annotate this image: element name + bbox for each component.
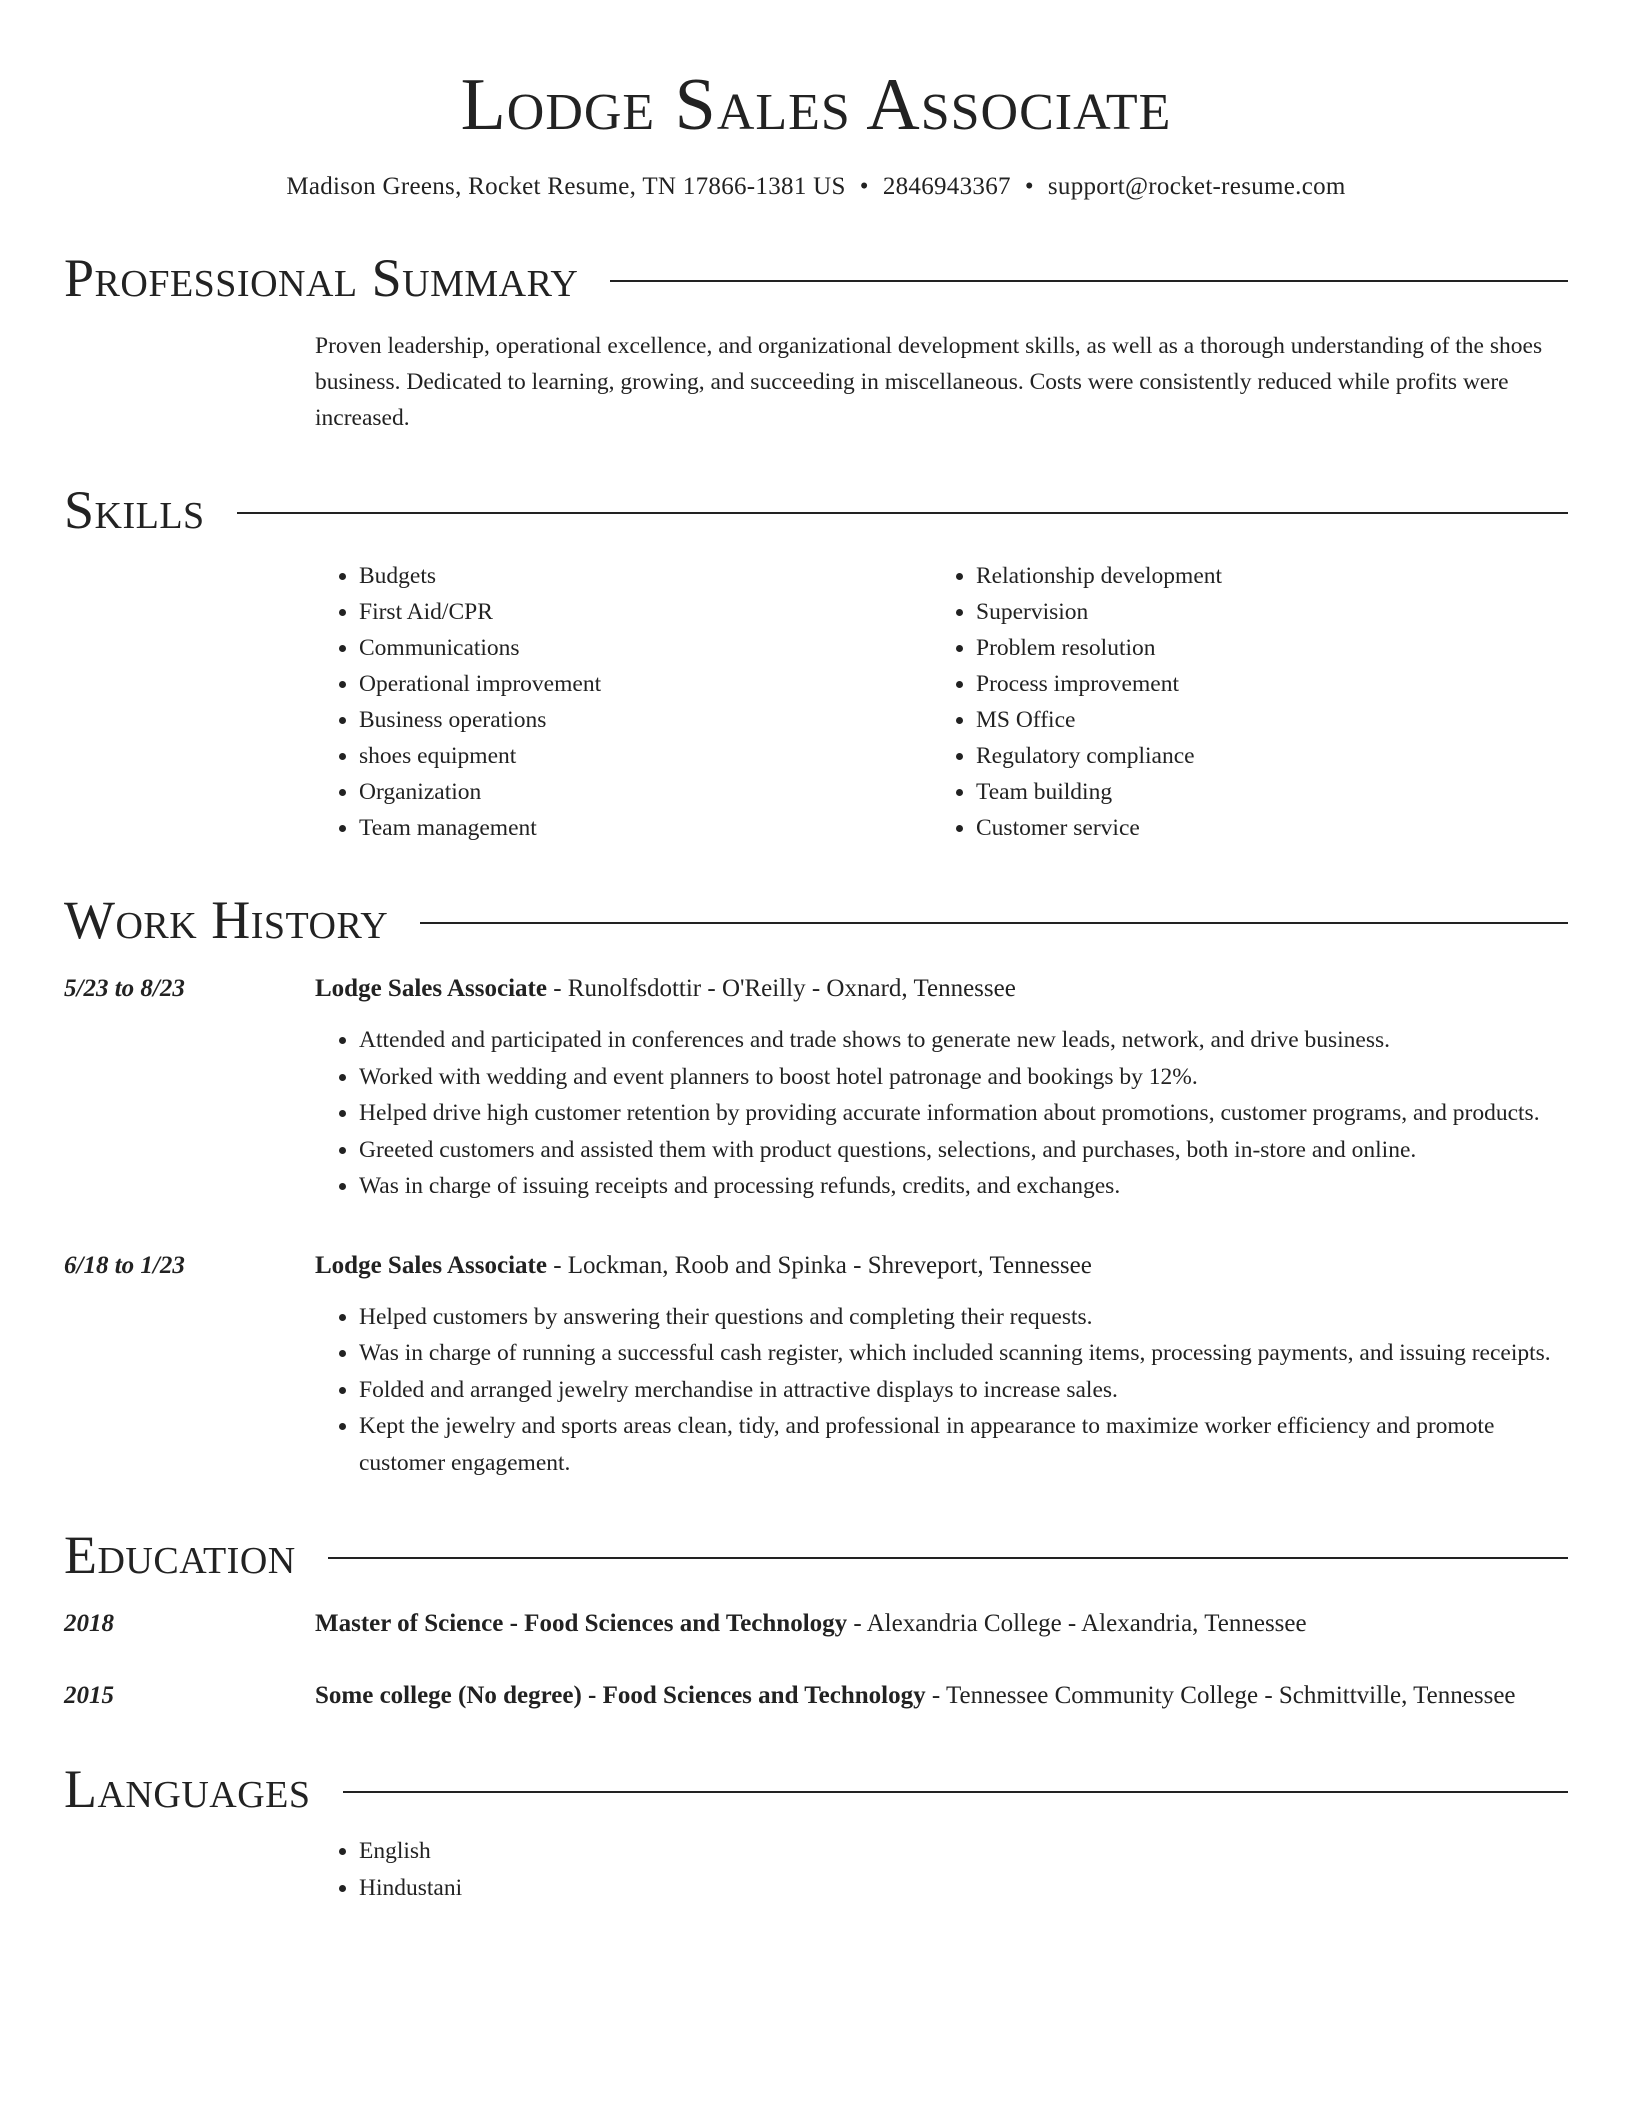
job-details: - Runolfsdottir - O'Reilly - Oxnard, Tennessee — [546, 975, 1016, 1002]
education-entry — [64, 1677, 1568, 1715]
skills-list — [315, 558, 1568, 846]
work-section-header — [64, 890, 1568, 950]
skills-section-header — [64, 480, 1568, 540]
languages-heading: Languages — [64, 1759, 311, 1819]
languages-list — [315, 1833, 1568, 1906]
education-heading: Education — [64, 1525, 296, 1585]
education-details: - Tennessee Community College - Schmittville, Tennessee — [925, 1682, 1516, 1709]
contact-separator: • — [1024, 173, 1034, 200]
job-title: Lodge Sales Associate — [315, 975, 547, 1002]
section-divider — [343, 1791, 1569, 1793]
skill-item: • Process improvement — [976, 666, 1549, 702]
job-bullet: • Folded and arranged jewelry merchandise in attractive displays to increase sales. — [359, 1372, 1568, 1409]
skill-item: • Organization — [359, 774, 932, 810]
contact-email: support@rocket-resume.com — [1047, 173, 1346, 200]
job-bullets — [315, 1022, 1568, 1205]
section-divider — [237, 512, 1568, 514]
education-degree: Master of Science - Food Sciences and Technology — [315, 1610, 848, 1637]
contact-separator: • — [859, 173, 869, 200]
skill-item: • Communications — [359, 630, 932, 666]
section-divider — [328, 1557, 1568, 1559]
job-bullet: • Helped drive high customer retention by providing accurate information about promotions, customer programs, and products. — [359, 1095, 1568, 1132]
summary-heading: Professional Summary — [64, 248, 579, 308]
language-item: • English — [359, 1833, 1568, 1870]
contact-phone: 2846943367 — [882, 173, 1011, 200]
job-bullet: • Was in charge of running a successful cash register, which included scanning items, processing payments, and issuing receipts. — [359, 1335, 1568, 1372]
job-bullet: • Kept the jewelry and sports areas clean, tidy, and professional in appearance to maximize worker efficiency and promote customer engagement. — [359, 1408, 1568, 1481]
skill-item: • shoes equipment — [359, 738, 932, 774]
section-divider — [420, 922, 1568, 924]
skills-heading: Skills — [64, 480, 205, 540]
skill-item: • Customer service — [976, 810, 1549, 846]
job-details: - Lockman, Roob and Spinka - Shreveport, Tennessee — [546, 1251, 1092, 1279]
education-year: 2015 — [64, 1682, 114, 1709]
job-bullet: • Was in charge of issuing receipts and processing refunds, credits, and exchanges. — [359, 1168, 1568, 1205]
job-dates: 6/18 to 1/23 — [64, 1251, 185, 1279]
job-bullets — [315, 1299, 1568, 1482]
skill-item: • Business operations — [359, 702, 932, 738]
education-entry — [64, 1605, 1568, 1643]
skill-item: • Team building — [976, 774, 1549, 810]
skill-item: • Budgets — [359, 558, 932, 594]
skill-item: • First Aid/CPR — [359, 594, 932, 630]
languages-section-header — [64, 1759, 1568, 1819]
resume-name: Lodge Sales Associate — [460, 64, 1172, 146]
skill-item: • Problem resolution — [976, 630, 1549, 666]
skill-item: • Supervision — [976, 594, 1549, 630]
job-title-line — [315, 1247, 1568, 1285]
education-year: 2018 — [64, 1610, 114, 1637]
job-bullet: • Worked with wedding and event planners to boost hotel patronage and bookings by 12%. — [359, 1059, 1568, 1096]
contact-line — [64, 170, 1568, 204]
skill-item: • Regulatory compliance — [976, 738, 1549, 774]
skill-item: • Operational improvement — [359, 666, 932, 702]
job-entry-header — [64, 1247, 1568, 1285]
education-line — [315, 1605, 1568, 1643]
contact-address: Madison Greens, Rocket Resume, TN 17866-1381 US — [286, 173, 846, 200]
language-item: • Hindustani — [359, 1870, 1568, 1907]
skills-column-left — [315, 558, 932, 846]
job-title: Lodge Sales Associate — [315, 1251, 547, 1279]
skill-item: • MS Office — [976, 702, 1549, 738]
education-line — [315, 1677, 1568, 1715]
job-dates: 5/23 to 8/23 — [64, 975, 185, 1002]
skills-column-right — [932, 558, 1549, 846]
education-degree: Some college (No degree) - Food Sciences and Technology — [315, 1682, 926, 1709]
summary-section-header — [64, 248, 1568, 308]
job-bullet: • Greeted customers and assisted them with product questions, selections, and purchases, both in-store and online. — [359, 1132, 1568, 1169]
job-bullet: • Helped customers by answering their questions and completing their requests. — [359, 1299, 1568, 1336]
skill-item: • Relationship development — [976, 558, 1549, 594]
summary-text: Proven leadership, operational excellence, and organizational development skills, as well as a thorough understanding of the shoes business. Dedicated to learning, growing, and succeeding in miscellaneous. Costs were consistently reduced while profits were increased. — [315, 333, 1543, 431]
job-title-line — [315, 970, 1568, 1008]
education-section-header — [64, 1525, 1568, 1585]
skill-item: • Team management — [359, 810, 932, 846]
job-entry-header — [64, 970, 1568, 1008]
job-bullet: • Attended and participated in conferences and trade shows to generate new leads, network, and drive business. — [359, 1022, 1568, 1059]
education-details: - Alexandria College - Alexandria, Tennessee — [847, 1610, 1307, 1637]
work-heading: Work History — [64, 890, 389, 950]
section-divider — [610, 280, 1568, 282]
